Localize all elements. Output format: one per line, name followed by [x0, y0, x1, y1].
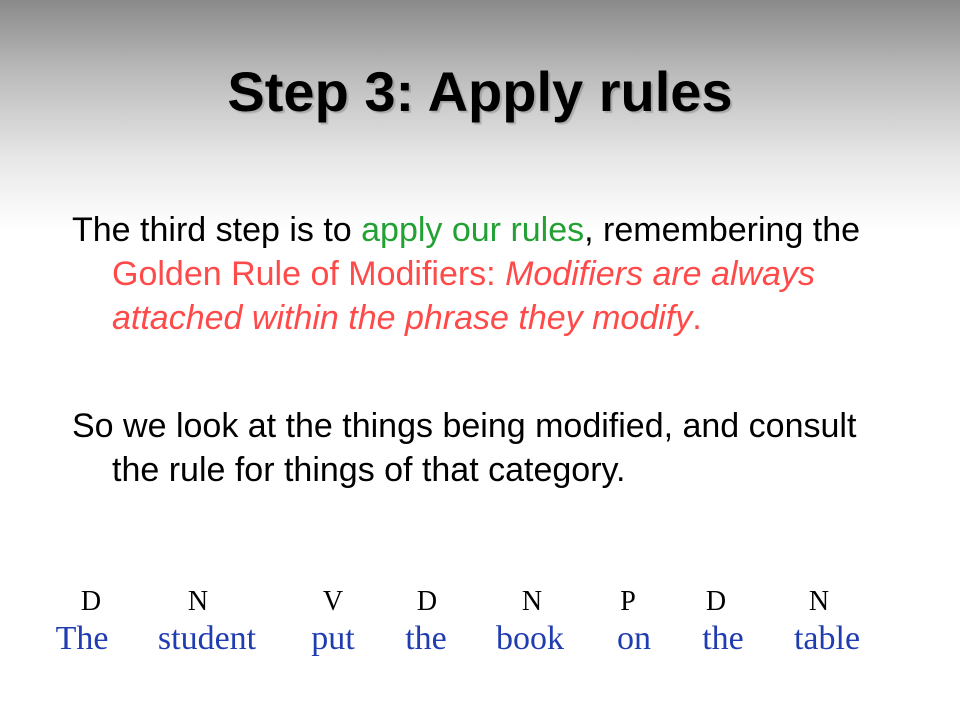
pos-tag: V	[322, 586, 344, 617]
pos-tag: D	[80, 586, 102, 617]
pos-tag: N	[808, 586, 830, 617]
sentence-word: the	[702, 620, 744, 657]
slide-title: Step 3: Apply rules	[227, 60, 733, 123]
paragraph-things-modified: So we look at the things being modified, and consult the rule for things of that category.	[72, 407, 857, 489]
sentence-word: student	[157, 620, 257, 657]
pos-tag: D	[705, 586, 727, 617]
pos-tag: N	[521, 586, 543, 617]
para1-text-3: , remembering the	[584, 211, 861, 249]
pos-tag: D	[416, 586, 438, 617]
paragraph-apply-rules	[72, 208, 892, 340]
sentence-word: table	[793, 620, 861, 657]
pos-tag: N	[187, 586, 209, 617]
apply-rules-highlight: apply our rules	[361, 211, 585, 249]
sentence-word: put	[311, 620, 355, 657]
golden-rule-statement: Modifiers are always attached within the phrase they modify	[112, 255, 815, 337]
para1-text-1: The third step is to	[72, 211, 362, 249]
golden-rule-label: Golden Rule of Modifiers:	[112, 255, 506, 293]
sentence-word: on	[617, 620, 651, 657]
pos-tag: P	[620, 586, 636, 617]
sentence-word: the	[405, 620, 447, 657]
sentence-word: The	[55, 620, 109, 657]
sentence-word: book	[496, 620, 564, 657]
para1-period: .	[692, 299, 702, 337]
